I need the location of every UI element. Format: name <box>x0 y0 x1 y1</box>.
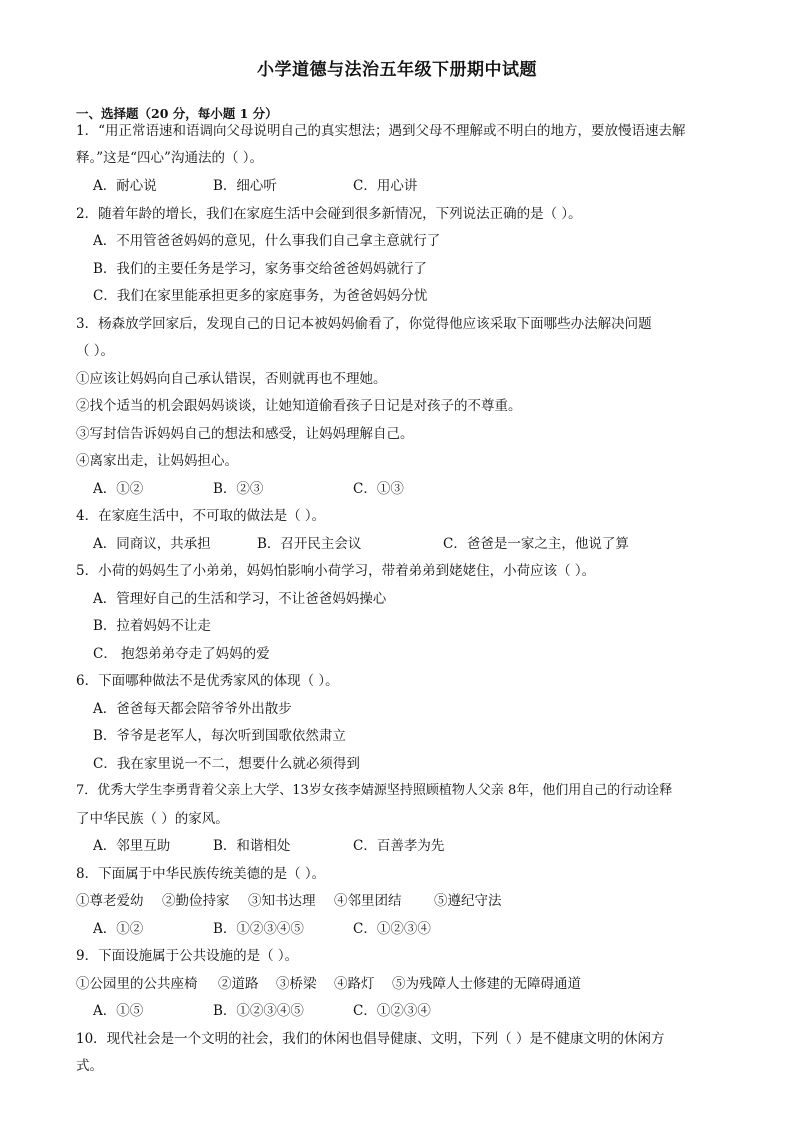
question-2-option-a: A．不用管爸爸妈妈的意见，什么事我们自己拿主意就行了 <box>93 233 441 249</box>
option-a: A．耐心说 <box>93 178 157 194</box>
question-6-option-b: B．爷爷是老军人，每次听到国歌依然肃立 <box>93 728 346 744</box>
item-1: ①公园里的公共座椅 <box>76 976 198 992</box>
question-3-line-1: 3．杨森放学回家后，发现自己的日记本被妈妈偷看了，你觉得他应该采取下面哪些办法解决问题 <box>76 316 652 332</box>
option-b: B．①②③④⑤ <box>213 1003 304 1019</box>
option-c: C．①②③④ <box>353 921 431 937</box>
question-8-line-1: 8．下面属于中华民族传统美德的是（ ）。 <box>76 866 326 882</box>
question-9-options <box>93 1001 743 1021</box>
option-b: B．②③ <box>213 481 264 497</box>
question-3-item-3: ③写封信告诉妈妈自己的想法和感受，让妈妈理解自己。 <box>76 426 414 442</box>
option-a: A．邻里互助 <box>93 838 171 854</box>
question-2-option-b: B．我们的主要任务是学习，家务事交给爸爸妈妈就行了 <box>93 261 427 277</box>
question-3-options <box>93 479 743 499</box>
question-7-line-1: 7．优秀大学生李勇背着父亲上大学、13岁女孩李婧源坚持照顾植物人父亲 8年，他们用自己的行动诠释 <box>76 783 673 798</box>
question-7-line-2: 了中华民族（ ）的家风。 <box>76 811 229 827</box>
question-3-item-1: ①应该让妈妈向自己承认错误，否则就再也不理她。 <box>76 371 387 387</box>
item-5: ⑤遵纪守法 <box>434 893 502 909</box>
option-c: C．用心讲 <box>353 178 418 194</box>
question-1-options <box>93 176 743 196</box>
option-a: A．①② <box>93 921 144 937</box>
page-title: 小学道德与法治五年级下册期中试题 <box>257 60 537 80</box>
option-b: B．召开民主会议 <box>257 536 362 552</box>
option-c: C．百善孝为先 <box>353 838 445 854</box>
item-2: ②勤俭持家 <box>162 893 230 909</box>
question-1-line-1: 1．“用正常语速和语调向父母说明自己的真实想法；遇到父母不理解或不明白的地方，要放慢语速去解 <box>76 123 686 139</box>
option-b: B．和谐相处 <box>213 838 291 854</box>
question-7-options <box>93 836 743 856</box>
question-2-line-1: 2．随着年龄的增长，我们在家庭生活中会碰到很多新情况，下列说法正确的是（ ）。 <box>76 206 582 222</box>
option-c: C．爸爸是一家之主，他说了算 <box>443 536 629 552</box>
question-2-option-c: C．我们在家里能承担更多的家庭事务，为爸爸妈妈分忧 <box>93 288 428 304</box>
option-a: A．①② <box>93 481 144 497</box>
question-3-item-4: ④离家出走，让妈妈担心。 <box>76 453 238 469</box>
option-a: A．同商议，共承担 <box>93 536 211 552</box>
item-2: ②道路 <box>218 976 259 992</box>
question-4-options <box>93 534 743 554</box>
option-b: B．①②③④⑤ <box>213 921 304 937</box>
question-8-options <box>93 919 743 939</box>
question-10-line-1: 10．现代社会是一个文明的社会，我们的休闲也倡导健康、文明，下列（ ）是不健康文明的休闲方 <box>76 1031 665 1047</box>
question-3-item-2: ②找个适当的机会跟妈妈谈谈，让她知道偷看孩子日记是对孩子的不尊重。 <box>76 398 522 414</box>
option-c: C．①③ <box>353 481 404 497</box>
question-1-line-2: 释。”这是“四心”沟通法的（ ）。 <box>76 150 263 166</box>
question-10-line-2: 式。 <box>76 1058 103 1074</box>
question-9-items <box>76 974 726 994</box>
question-8-items <box>76 891 726 911</box>
item-5: ⑤为残障人士修建的无障碍通道 <box>392 976 581 992</box>
question-5-option-b: B．拉着妈妈不让走 <box>93 618 211 634</box>
question-6-line-1: 6．下面哪种做法不是优秀家风的体现（ ）。 <box>76 673 339 689</box>
question-6-option-a: A．爸爸每天都会陪爷爷外出散步 <box>93 701 292 717</box>
question-6-option-c: C．我在家里说一不二，想要什么就必须得到 <box>93 756 360 772</box>
section-heading: 一、选择题（20 分，每小题 1 分） <box>76 106 278 121</box>
item-3: ③知书达理 <box>248 893 316 909</box>
question-4-line-1: 4．在家庭生活中，不可取的做法是（ ）。 <box>76 508 326 524</box>
item-4: ④邻里团结 <box>334 893 402 909</box>
question-5-line-1: 5．小荷的妈妈生了小弟弟，妈妈怕影响小荷学习，带着弟弟到姥姥住，小荷应该（ ）。 <box>76 563 596 579</box>
item-4: ④路灯 <box>334 976 375 992</box>
question-5-option-a: A．管理好自己的生活和学习，不让爸爸妈妈操心 <box>93 591 387 607</box>
option-c: C．①②③④ <box>353 1003 431 1019</box>
option-b: B．细心听 <box>213 178 277 194</box>
item-3: ③桥梁 <box>276 976 317 992</box>
option-a: A．①⑤ <box>93 1003 144 1019</box>
question-3-line-2: （ ）。 <box>76 343 115 359</box>
question-5-option-c: C． 抱怨弟弟夺走了妈妈的爱 <box>93 646 270 662</box>
question-9-line-1: 9．下面设施属于公共设施的是（ ）。 <box>76 948 299 964</box>
item-1: ①尊老爱幼 <box>76 893 144 909</box>
